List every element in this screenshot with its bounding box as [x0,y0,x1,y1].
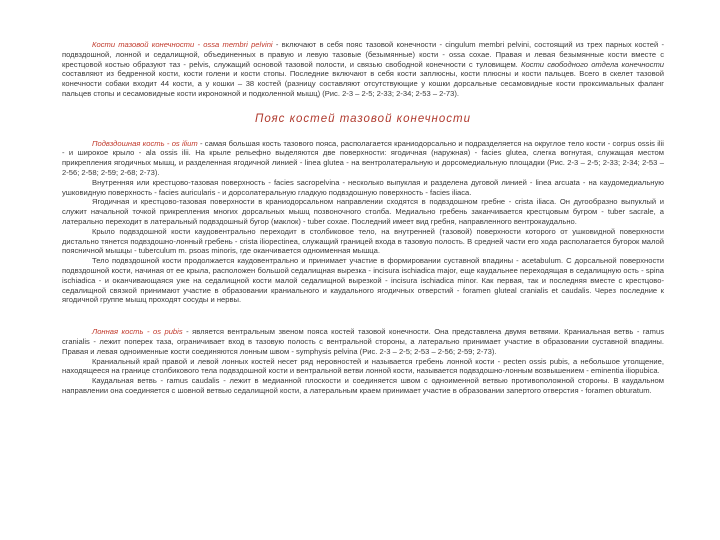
ilium-term: Подвздошная кость - os ilium [92,138,198,148]
intro-text-1: - включают в себя пояс тазовой конечности - cingulum membri pelvini, состоящий из трех парных костей - подвздошной, лонной и седалищной, объединенных в правую и левую тазовые (безымянные) кости - ossa coxae. Правая и левая безымянные кости вместе с крестцовой костью образуют таз - pelvis, служащий основой тазовой полости, и связью свободной конечности с туловищем. [62,40,664,69]
ilium-text-1: - самая большая кость тазового пояса, располагается краниодорсально и подразделяется на округлое тело кости - corpus ossis ilii - и широкое крыло - ala ossis ilii. На крыле рельефно выделяются две поверхности: ягодичная (наружная) - facies glutea, слегка вогнутая, служащая местом прикрепления ягодичных мышц, и разделенная ягодичной линией - linea glutea - на вентролатеральную и дорсомедиальную площадки (Рис. 2-3 – 2-5; 2-33; 2-34; 2-53 – 2-56; 2-58; 2-59; 2-68; 2-73). [62,138,664,177]
intro-term: Кости тазовой конечности - ossa membri pelvini [92,40,273,49]
ilium-paragraph-4: Крыло подвздошной кости каудовентрально переходит в столбиковое тело, на внутренней (тазовой) поверхности которого от ушковидной поверхности дистально тянется подвздошно-лонный гребень - crista iliopectinea, служащий границей входа в тазовую полость. В средней части его хода располагается бугорок малой поясничной мышцы - tuberculum m. psoas minoris, где оканчивается одноименная мышца. [62,226,664,256]
intro-paragraph [62,40,664,99]
intro-emphasis: Кости свободного отдела конечности [520,59,664,69]
ilium-paragraph-5: Тело подвздошной кости продолжается каудовентрально и принимает участие в формировании суставной впадины - acetabulum. С дорсальной поверхности подвздошной кости, начиная от ее крыла, расположен большой седалищная вырезка - incisura ischiadica major, еще каудальнее переходящая в седалищную ость - spina ischiadica - и оканчивающаяся уже на седалищной кости малой седалищной вырезкой - incisura ischiadica minor. Как первая, так и последняя вместе с крестцово-седалищной связкой принимают участие в образовании краниального и каудального ягодичных отверстий - foramen gluteal cranialis et caudalis. Через последние к ягодичной группе мышц проходят сосуды и нервы. [62,256,664,305]
pubis-paragraph-3: Каудальная ветвь - ramus caudalis - лежит в медианной плоскости и соединяется швом с одноименной ветвью противоположной стороны. В каудальном направлении она соединяется с шовной ветвью седалищной кости, а латеральным краем принимает участие в образовании запертого отверстия - foramen obturatum. [62,376,664,395]
ilium-paragraph-1 [62,139,664,178]
pubis-term: Лонная кость - os pubis [92,327,183,337]
pubis-paragraph-2: Краниальный край правой и левой лонных костей несет ряд неровностей и называется гребень лонной кости - pecten ossis pubis, а небольшое утолщение, находящееся на границе столбикового тела подвздошной кости и вентральной ветви лонной кости, называется подвздошно-лонным возвышением - eminentia iliopubica. [62,356,664,376]
intro-text-2: составляют из бедренной кости, кости голени и кости стопы. Последние включают в себя кости заплюсны, кости плюсны и кости пальцев. Всего в скелет тазовой конечности собаки входит 44 кости, а у кошки – 38 костей (разницу составляют отсутствующие у кошки дорсальные сесамовидные кости проксимальных фаланг пальцев стопы и сесамовидные кости икроножной и подколенной мышц) (Рис. 2-3 – 2-5; 2-33; 2-34; 2-53 – 2-73). [62,69,664,98]
ilium-paragraph-3: Ягодичная и крестцово-тазовая поверхности в краниодорсальном направлении сходятся в подвздошном гребне - crista iliaca. Он дугообразно выпуклый и служит начальной точкой прикрепления многих дорсальных мышц позвоночного столба. Медиально гребень заканчивается крестцовым бугром - tuber sacrale, а латерально переходит в латеральный подвздошный бугор (маклок) - tuber coxae. Последний имеет вид гребня, направленного вентрокаудально. [62,197,664,226]
pubis-text-1: - является вентральным звеном пояса костей тазовой конечности. Она представлена двумя ветвями. Краниальная ветвь - ramus cranialis - лежит поперек таза, ограничивает вход в тазовую полость с вентральной стороны, а латерально принимает участие в образовании суставной впадины. Правая и левая одноименные кости соединяются лонным швом - symphysis pelvina (Рис. 2-3 – 2-5; 2-53 – 2-56; 2-59; 2-73). [62,327,664,356]
ilium-paragraph-2: Внутренняя или крестцово-тазовая поверхность - facies sacropelvina - несколько выпуклая и разделена дуговой линией - linea arcuata - на каудомедиальную ушковидную поверхность - facies auricularis - и дорсолатеральную гладкую подвздошную поверхность - facies iliaca. [62,177,664,197]
section-heading: Пояс костей тазовой конечности [255,112,471,125]
pubis-paragraph-1 [62,327,664,356]
